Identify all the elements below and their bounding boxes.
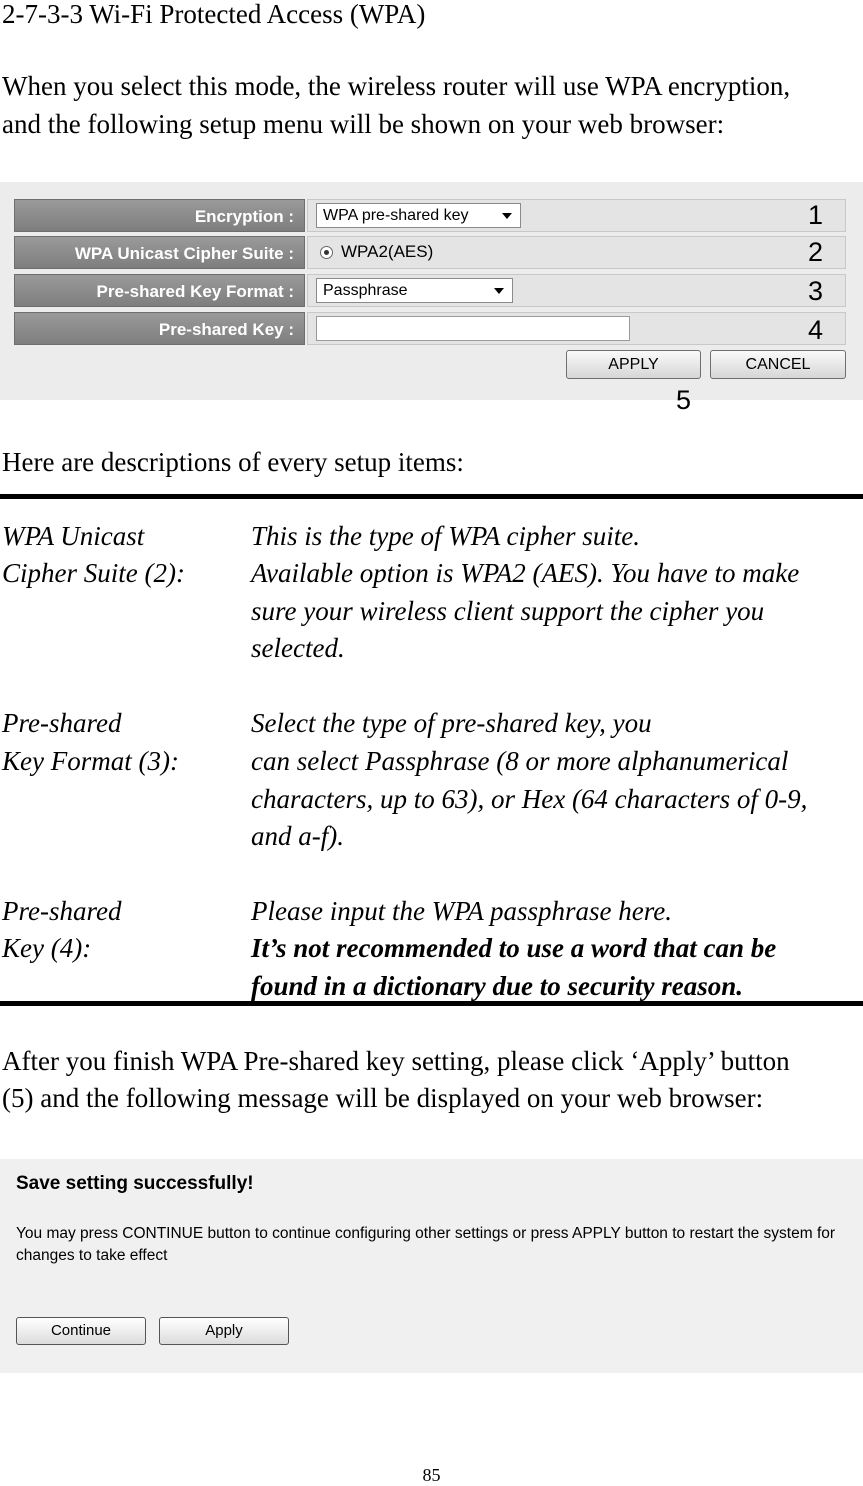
desc-cipher-suite-line-4: selected. [251,633,345,663]
pre-shared-key-input[interactable] [316,316,630,341]
intro-line-2: and the following setup menu will be shown on your web browser: [2,109,725,139]
encryption-row [14,199,846,232]
table-top-rule [0,494,863,499]
callout-2: 2 [808,237,824,267]
desc-cipher-suite-line-3: sure your wireless client support the cipher you [251,596,765,626]
callout-5: 5 [676,385,692,415]
cipher-suite-row [14,236,846,269]
section-heading: 2-7-3-3 Wi-Fi Protected Access (WPA) [2,0,426,29]
desc-key-format-line-1: Select the type of pre-shared key, you [251,708,652,738]
desc-cipher-suite-line-2: Available option is WPA2 (AES). You have to make [251,558,800,588]
after-line-1: After you finish WPA Pre-shared key setting, please click ‘Apply’ button [2,1046,790,1076]
wpa2-aes-radio[interactable] [320,246,333,259]
pre-shared-key-label: Pre-shared Key : [14,312,305,345]
term-key-format-line-2: Key Format (3): [2,746,179,776]
desc-pre-shared-key-line-1: Please input the WPA passphrase here. [251,896,672,926]
term-pre-shared-key-line-2: Key (4): [2,933,92,963]
wpa-setup-screenshot [0,182,863,400]
after-line-2: (5) and the following message will be displayed on your web browser: [2,1083,764,1113]
callout-4: 4 [808,315,824,345]
term-key-format-line-1: Pre-shared [2,708,122,738]
key-format-row [14,274,846,307]
apply-button-2[interactable]: Apply [159,1317,289,1345]
intro-line-1: When you select this mode, the wireless router will use WPA encryption, [2,71,791,101]
pre-shared-key-row [14,312,846,345]
chevron-down-icon [502,213,512,219]
save-success-screenshot [0,1159,863,1373]
descriptions-intro: Here are descriptions of every setup items: [2,447,464,477]
callout-1: 1 [808,200,824,230]
wpa2-aes-radio-label: WPA2(AES) [341,242,434,261]
desc-key-format-line-3: characters, up to 63), or Hex (64 characters of 0-9, [251,784,808,814]
key-format-select[interactable]: Passphrase [316,278,513,303]
callout-3: 3 [808,276,824,306]
chevron-down-icon [494,288,504,294]
apply-button[interactable]: APPLY [566,350,701,379]
desc-pre-shared-key-warning-2: found in a dictionary due to security reason. [251,971,744,1001]
desc-key-format-line-2: can select Passphrase (8 or more alphanumerical [251,746,789,776]
success-title: Save setting successfully! [16,1173,254,1194]
encryption-select[interactable]: WPA pre-shared key [316,203,521,228]
cancel-button[interactable]: CANCEL [710,350,846,379]
term-cipher-suite-line-2: Cipher Suite (2): [2,558,185,588]
success-message: You may press CONTINUE button to continue configuring other settings or press APPLY button to restart the system for changes to take effect [16,1225,836,1264]
encryption-label: Encryption : [14,199,305,232]
key-format-label: Pre-shared Key Format : [14,274,305,307]
continue-button[interactable]: Continue [16,1317,146,1345]
desc-key-format-line-4: and a-f). [251,821,344,851]
page-number: 85 [422,1465,441,1485]
term-cipher-suite-line-1: WPA Unicast [2,521,145,551]
desc-cipher-suite-line-1: This is the type of WPA cipher suite. [251,521,640,551]
term-pre-shared-key-line-1: Pre-shared [2,896,122,926]
table-bottom-rule [0,1001,863,1006]
cipher-suite-label: WPA Unicast Cipher Suite : [14,236,305,269]
desc-pre-shared-key-warning-1: It’s not recommended to use a word that can be [251,933,777,963]
